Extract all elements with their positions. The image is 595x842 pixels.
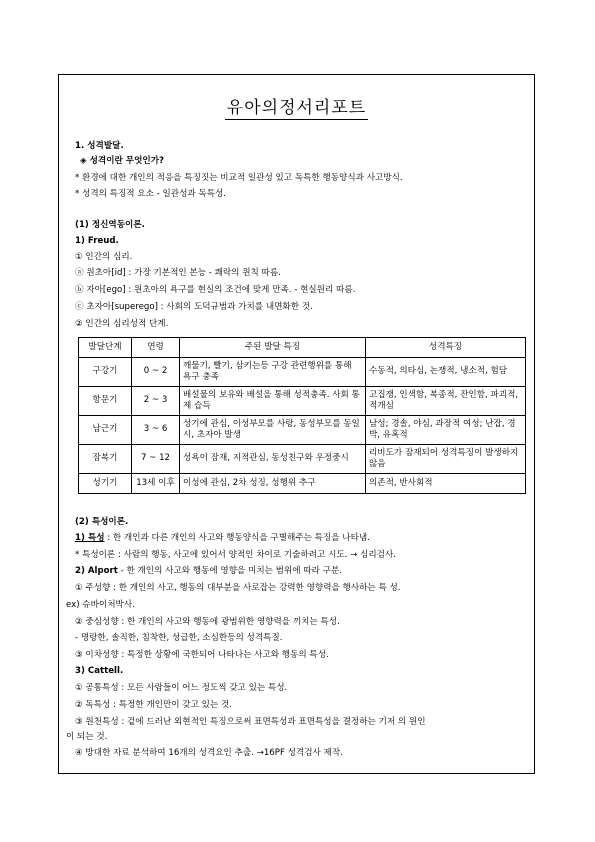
subsection-heading-trait: (2) 특성이론. (75, 517, 129, 527)
age-cell: 2 ~ 3 (132, 387, 180, 416)
body-line: ② 중심성향 : 한 개인의 사고와 행동에 광범위한 영향력을 끼치는 특성. (75, 617, 340, 627)
trait-definition: : 한 개인과 다른 개인의 사고와 행동양식을 구별해주는 특징을 나타냄. (104, 533, 370, 543)
body-line: ⓒ 초자아[superego] : 사회의 도덕규범과 가치를 내면화한 것. (75, 302, 313, 312)
age-cell: 7 ~ 12 (132, 445, 180, 474)
table-header-row (79, 338, 526, 358)
feature-cell: 성기에 관심, 이성부모를 사랑, 동성부모를 동일시, 초자아 발생 (180, 416, 366, 445)
body-line: ③ 이차성향 : 특정한 상황에 국한되어 나타나는 사고와 행동의 특성. (75, 650, 329, 660)
definition-line: * 성격의 특징적 요소 - 일관성과 독특성. (75, 189, 227, 199)
alport-description: - 한 개인의 사고와 행동에 영향을 미치는 범위에 따라 구분. (117, 566, 342, 576)
feature-cell: 깨물기, 빨기, 삼키는등 구강 관련행위를 통해 욕구 충족 (180, 358, 366, 387)
subsection-heading-psychodynamic: (1) 정신역동이론. (75, 220, 145, 230)
header-cell: 주된 발달 특징 (180, 338, 366, 358)
body-line: ① 주성향 : 한 개인의 사고, 행동의 대부분을 사로잡는 강력한 영향력을 행사하는 특 성. (75, 583, 401, 593)
body-line: ① 공통특성 : 모든 사람들이 어느 정도씩 갖고 있는 특성. (75, 683, 288, 693)
header-cell: 발달단계 (79, 338, 132, 358)
stage-cell: 구강기 (79, 358, 132, 387)
definition-line: * 환경에 대한 개인의 적응을 특징짓는 비교적 일관성 있고 독특한 행동양식과 사고방식. (75, 173, 403, 183)
body-line: ② 독특성 : 특정한 개인만이 갖고 있는 것. (75, 700, 232, 710)
trait-cell: 고집쟁, 인색함, 복종적, 잔인함, 파괴적, 적개심 (366, 387, 526, 416)
table-row (79, 445, 526, 474)
freud-heading: 1) Freud. (75, 236, 119, 246)
feature-cell: 이성에 관심, 2차 성징, 성행위 추구 (180, 474, 366, 494)
stage-cell: 항문기 (79, 387, 132, 416)
table-row (79, 387, 526, 416)
header-cell: 연령 (132, 338, 180, 358)
body-line (75, 565, 342, 577)
age-cell: 3 ~ 6 (132, 416, 180, 445)
body-line: ③ 원천특성 : 겉에 드러난 외현적인 특징으로써 표면특성과 표면특성을 결정하는 기저 의 원인 (75, 717, 426, 727)
psychosexual-stages-table (78, 337, 526, 494)
stage-cell: 남근기 (79, 416, 132, 445)
table-row (79, 474, 526, 494)
feature-cell: 성욕이 잠재, 지적관심, 동성친구와 우정중시 (180, 445, 366, 474)
body-line (75, 532, 370, 544)
body-line: ① 인간의 심리. (75, 252, 133, 262)
age-cell: 0 ~ 2 (132, 358, 180, 387)
header-cell: 성격특징 (366, 338, 526, 358)
table-row (79, 358, 526, 387)
trait-cell: 수동적, 의타심, 논쟁적, 냉소적, 험담 (366, 358, 526, 387)
question-heading: ◈ 성격이란 무엇인가? (80, 156, 164, 166)
body-line: - 명랑한, 솔직한, 침착한, 성급한, 소심한등의 성격특질. (75, 633, 283, 643)
body-line: * 특성이론 : 사람의 행동, 사고에 있어서 양적인 차이로 기술하려고 시도. → 심리검사. (75, 550, 397, 560)
trait-cell: 의존적, 반사회적 (366, 474, 526, 494)
stage-cell: 잠복기 (79, 445, 132, 474)
body-line: ⓐ 원초아[id] : 가장 기본적인 본능 - 쾌락의 원칙 따름. (75, 268, 281, 278)
trait-term: 1) 특성 (75, 533, 105, 543)
feature-cell: 배설물의 보유와 배설을 통해 성적충족. 사회 통제 습득 (180, 387, 366, 416)
body-line: ex) 슈바이처박사. (66, 600, 135, 610)
section-heading-personality: 1. 성격발달. (75, 141, 124, 151)
body-line: ④ 방대한 자료 분석하여 16개의 성격요인 추출. →16PF 성격검사 제작. (75, 748, 343, 758)
body-line: 이 되는 것. (66, 732, 108, 742)
body-line: ② 인간의 심리성적 단계. (75, 319, 169, 329)
age-cell: 13세 이후 (132, 474, 180, 494)
cattell-heading: 3) Cattell. (75, 666, 124, 676)
document-title: 유아의정서리포트 (226, 98, 367, 118)
table-row (79, 416, 526, 445)
alport-heading: 2) Alport (75, 566, 118, 576)
body-line: ⓑ 자아[ego] : 원초아의 욕구를 현실의 조건에 맞게 만족. - 현실원리 따름. (75, 285, 356, 295)
trait-cell: 리비도가 잠재되어 성격특징이 발생하지 않음 (366, 445, 526, 474)
stage-cell: 성기기 (79, 474, 132, 494)
trait-cell: 남성; 경솔, 야심, 과장적 여성; 난잡, 경박, 유혹적 (366, 416, 526, 445)
